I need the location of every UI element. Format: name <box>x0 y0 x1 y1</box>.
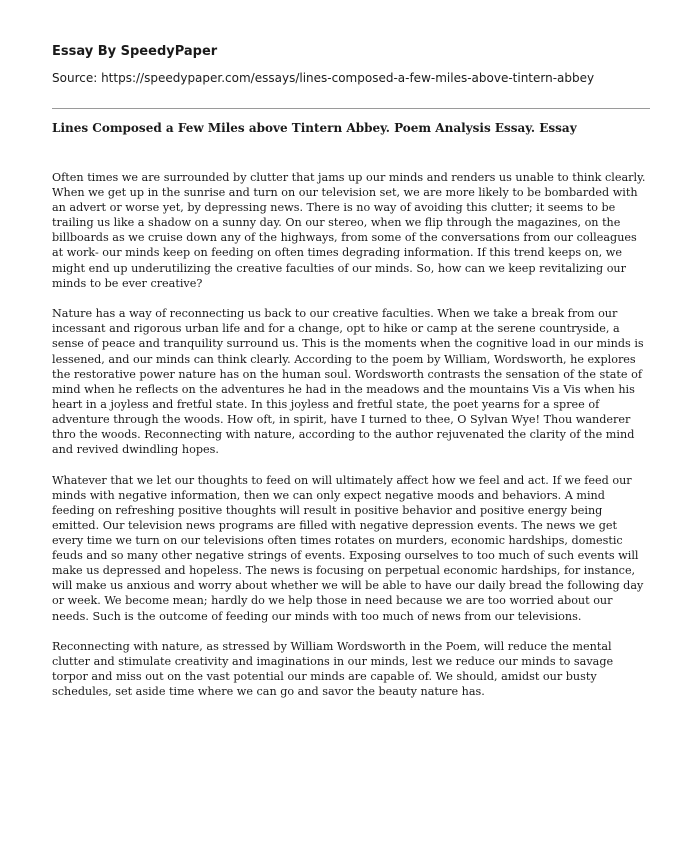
essay-paragraph: Reconnecting with nature, as stressed by William Wordsworth in the Poem, will reduce the mental clutter and stimulate creativity and imaginations in our minds, lest we reduce our minds to savage torpor and miss out on the vast potential our minds are capable of. We should, amidst our busty schedules, set aside time where we can go and savor the beauty nature has. <box>52 640 614 699</box>
essay-paragraph: Often times we are surrounded by clutter that jams up our minds and renders us unable to think clearly. When we get up in the sunrise and turn on our television set, we are more likely to be bombarded with an advert or worse yet, by depressing news. There is no way of avoiding this clutter; it seems to be trailing us like a shadow on a sunny day. On our stereo, when we flip through the magazines, on the billboards as we cruise down any of the highways, from some of the conversations from our colleagues at work- our minds keep on feeding on often times degrading information. If this trend keeps on, we might end up underutilizing the creative faculties of our minds. So, how can we keep revitalizing our minds to be ever creative? <box>52 171 646 290</box>
essay-title: Lines Composed a Few Miles above Tintern Abbey. Poem Analysis Essay. Essay <box>52 121 577 135</box>
essay-paragraph: Nature has a way of reconnecting us back to our creative faculties. When we take a break from our incessant and rigorous urban life and for a change, opt to hike or camp at the serene countryside, a sense of peace and tranquility surround us. This is the moments when the cognitive load in our minds is lessened, and our minds can think clearly. According to the poem by William, Wordsworth, he explores the restorative power nature has on the human soul. Wordsworth contrasts the sensation of the state of mind when he reflects on the adventures he had in the meadows and the mountains Vis a Vis when his heart in a joyless and fretful state. In this joyless and fretful state, the poet yearns for a spree of adventure through the woods. How oft, in spirit, have I turned to thee, O Sylvan Wye! Thou wanderer thro the woods. Reconnecting with nature, according to the author rejuvenated the clarity of the mind and revived dwindling hopes. <box>52 307 644 457</box>
document-header <box>52 44 652 85</box>
source-line: Source: https://speedypaper.com/essays/lines-composed-a-few-miles-above-tintern-abbey <box>52 71 595 85</box>
header-divider <box>52 108 650 109</box>
essay-body <box>52 170 650 715</box>
essay-paragraph: Whatever that we let our thoughts to feed on will ultimately affect how we feel and act. If we feed our minds with negative information, then we can only expect negative moods and behaviors. A mind feeding on refreshing positive thoughts will result in positive behavior and positive energy being emitted. Our television news programs are filled with negative depression events. The news we get every time we turn on our televisions often times rotates on murders, economic hardships, domestic feuds and so many other negative strings of events. Exposing ourselves to too much of such events will make us depressed and hopeless. The news is focusing on perpetual economic hardships, for instance, will make us anxious and worry about whether we will be able to have our daily bread the following day or week. We become mean; hardly do we help those in need because we are too worried about our needs. Such is the outcome of feeding our minds with too much of news from our televisions. <box>52 473 644 623</box>
site-title: Essay By SpeedyPaper <box>52 44 218 59</box>
